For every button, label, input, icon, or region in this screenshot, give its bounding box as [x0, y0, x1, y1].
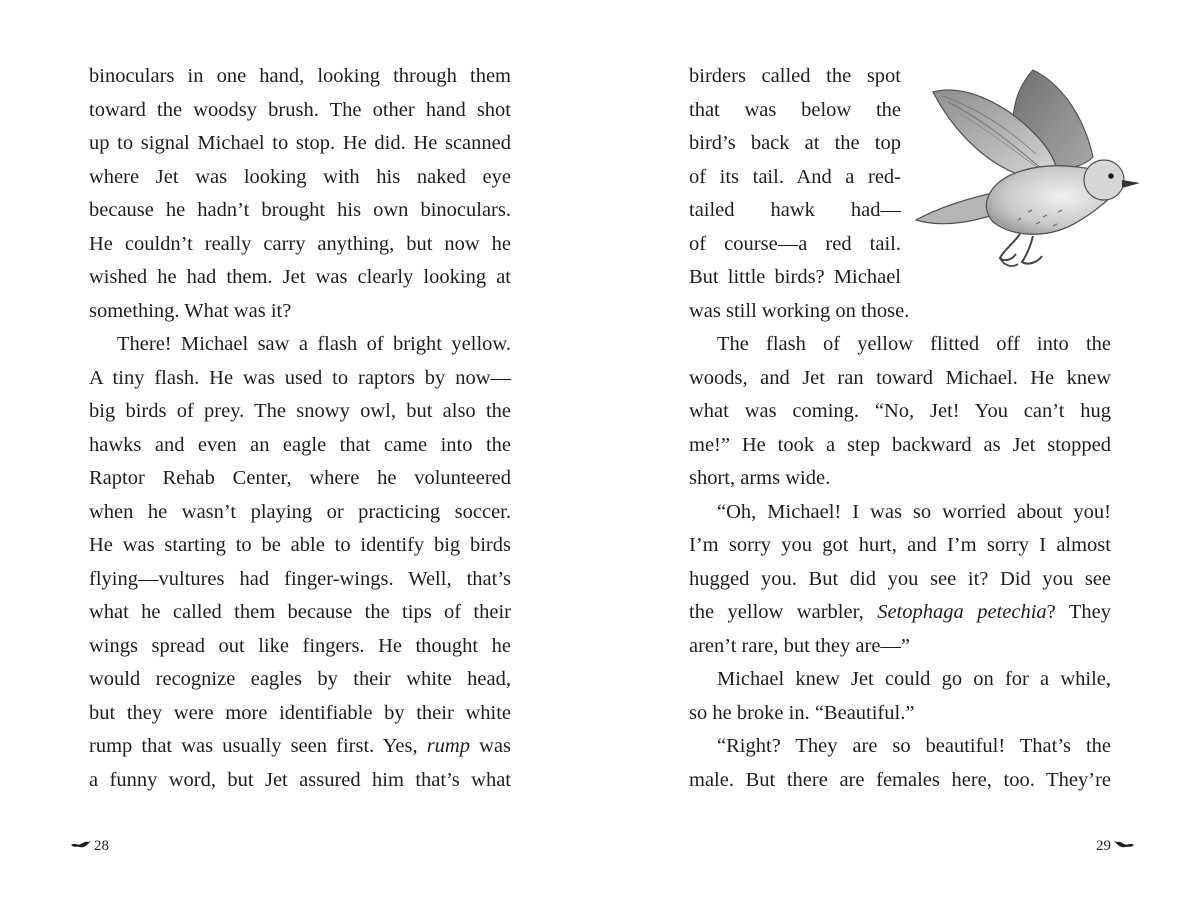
page-number-right: [1096, 836, 1135, 856]
text-line: hugged you. But did you see it? Did you see: [689, 567, 1111, 590]
text-line: binoculars in one hand, looking through them: [89, 65, 511, 87]
text-line: where Jet was looking with his naked eye: [89, 165, 511, 188]
text-line: of course—a red tail.: [689, 232, 901, 255]
text-segment: ? They: [1046, 601, 1112, 623]
text-line: He couldn’t really carry anything, but now he: [89, 232, 511, 255]
bird-ornament-icon: [1113, 840, 1135, 852]
text-line: flying—vultures had finger-wings. Well, that’s: [89, 567, 511, 590]
text-line: [89, 730, 511, 764]
text-line: Raptor Rehab Center, where he volunteered: [89, 467, 511, 489]
text-line: tailed hawk had—: [689, 199, 901, 221]
page-number: 29: [1096, 838, 1111, 854]
text-line: what he called them because the tips of their: [89, 601, 511, 623]
text-line: There! Michael saw a flash of bright yellow.: [117, 333, 511, 355]
text-line: wished he had them. Jet was clearly looking at: [89, 266, 511, 288]
text-line: aren’t rare, but they are—”: [689, 634, 911, 657]
text-line: what was coming. “No, Jet! You can’t hug: [689, 400, 1111, 422]
text-line: short, arms wide.: [689, 467, 831, 489]
text-segment: rump that was usually seen first. Yes,: [89, 735, 427, 757]
bird-ornament-icon: [70, 840, 92, 852]
italic-word: rump: [426, 735, 470, 757]
text-line: big birds of prey. The snowy owl, but also the: [89, 400, 511, 422]
text-line: [689, 596, 1111, 630]
text-line: was still working on those.: [689, 299, 910, 322]
text-line: The flash of yellow flitted off into the: [717, 333, 1111, 355]
text-line: toward the woodsy brush. The other hand shot: [89, 98, 511, 121]
text-line: but they were more identifiable by their white: [89, 701, 511, 724]
text-line: something. What was it?: [89, 299, 292, 322]
text-line: A tiny flash. He was used to raptors by now—: [89, 366, 511, 389]
text-line: when he wasn’t playing or practicing soccer.: [89, 500, 511, 523]
text-line: Michael knew Jet could go on for a while,: [717, 668, 1111, 690]
italic-species-name: Setophaga petechia: [877, 601, 1047, 623]
text-line: hawks and even an eagle that came into the: [89, 433, 511, 456]
text-line: me!” He took a step backward as Jet stopped: [689, 433, 1111, 456]
text-line: bird’s back at the top: [689, 132, 901, 154]
text-line: woods, and Jet ran toward Michael. He knew: [689, 366, 1111, 389]
text-line: a funny word, but Jet assured him that’s what: [89, 768, 511, 791]
text-segment: the yellow warbler,: [689, 601, 878, 623]
text-line: “Right? They are so beautiful! That’s the: [717, 735, 1111, 757]
page-number: 28: [94, 838, 109, 854]
text-line: I’m sorry you got hurt, and I’m sorry I almost: [689, 534, 1111, 556]
text-segment: was: [469, 735, 511, 757]
text-line: He was starting to be able to identify big birds: [89, 534, 511, 556]
text-line: so he broke in. “Beautiful.”: [689, 701, 915, 724]
text-line: would recognize eagles by their white head,: [89, 668, 511, 690]
bird-illustration: [908, 62, 1144, 274]
text-line: that was below the: [689, 98, 901, 121]
text-line: male. But there are females here, too. They’re: [689, 768, 1111, 791]
page-number-left: [70, 836, 109, 856]
text-line: But little birds? Michael: [689, 266, 901, 288]
text-line: “Oh, Michael! I was so worried about you!: [717, 500, 1111, 523]
text-line: birders called the spot: [689, 65, 901, 87]
text-line: wings spread out like fingers. He thought he: [89, 634, 511, 657]
text-line: of its tail. And a red-: [689, 165, 901, 188]
text-line: up to signal Michael to stop. He did. He scanned: [89, 132, 511, 154]
text-line: because he hadn’t brought his own binoculars.: [89, 199, 511, 221]
